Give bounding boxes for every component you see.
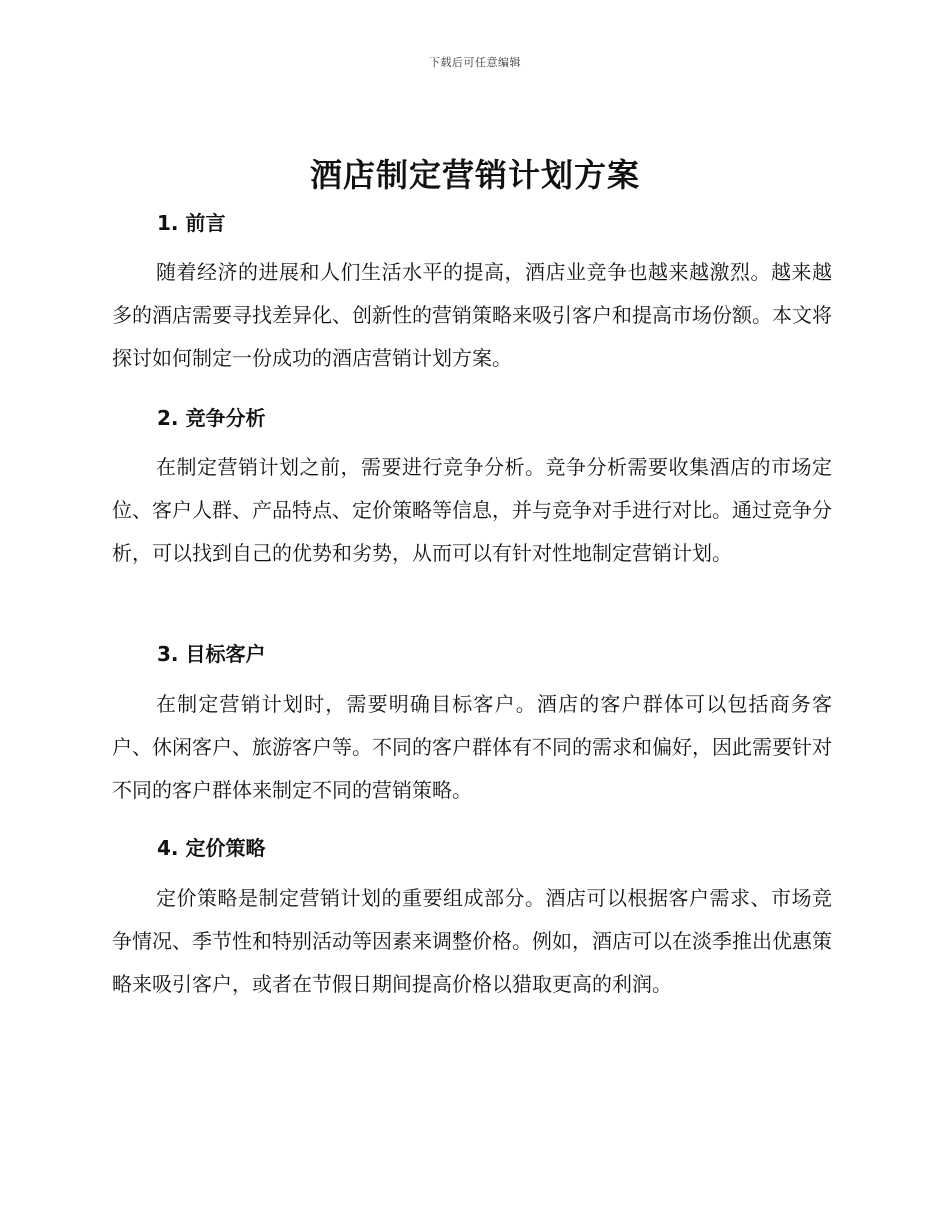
section-heading-target-customers: 3. 目标客户 [157,642,266,666]
section-body-target-customers: 在制定营销计划时，需要明确目标客户。酒店的客户群体可以包括商务客户、休闲客户、旅游客户等。不同的客户群体有不同的需求和偏好，因此需要针对不同的客户群体来制定不同的营销策略。 [112,692,832,802]
document-title: 酒店制定营销计划方案 [309,156,640,194]
section-heading-preface: 1. 前言 [157,211,226,235]
section-body-pricing: 定价策略是制定营销计划的重要组成部分。酒店可以根据客户需求、市场竞争情况、季节性和特别活动等因素来调整价格。例如，酒店可以在淡季推出优惠策略来吸引客户，或者在节假日期间提高价格以猎取更高的利润。 [112,886,832,996]
header-note: 下载后可任意编辑 [429,56,521,69]
section-heading-competition: 2. 竞争分析 [157,406,266,430]
section-heading-pricing: 4. 定价策略 [157,836,266,860]
section-body-competition: 在制定营销计划之前，需要进行竞争分析。竞争分析需要收集酒店的市场定位、客户人群、产品特点、定价策略等信息，并与竞争对手进行对比。通过竞争分析，可以找到自己的优势和劣势，从而可以有针对性地制定营销计划。 [112,455,832,565]
section-body-preface: 随着经济的进展和人们生活水平的提高，酒店业竞争也越来越激烈。越来越多的酒店需要寻找差异化、创新性的营销策略来吸引客户和提高市场份额。本文将探讨如何制定一份成功的酒店营销计划方案。 [112,260,832,370]
